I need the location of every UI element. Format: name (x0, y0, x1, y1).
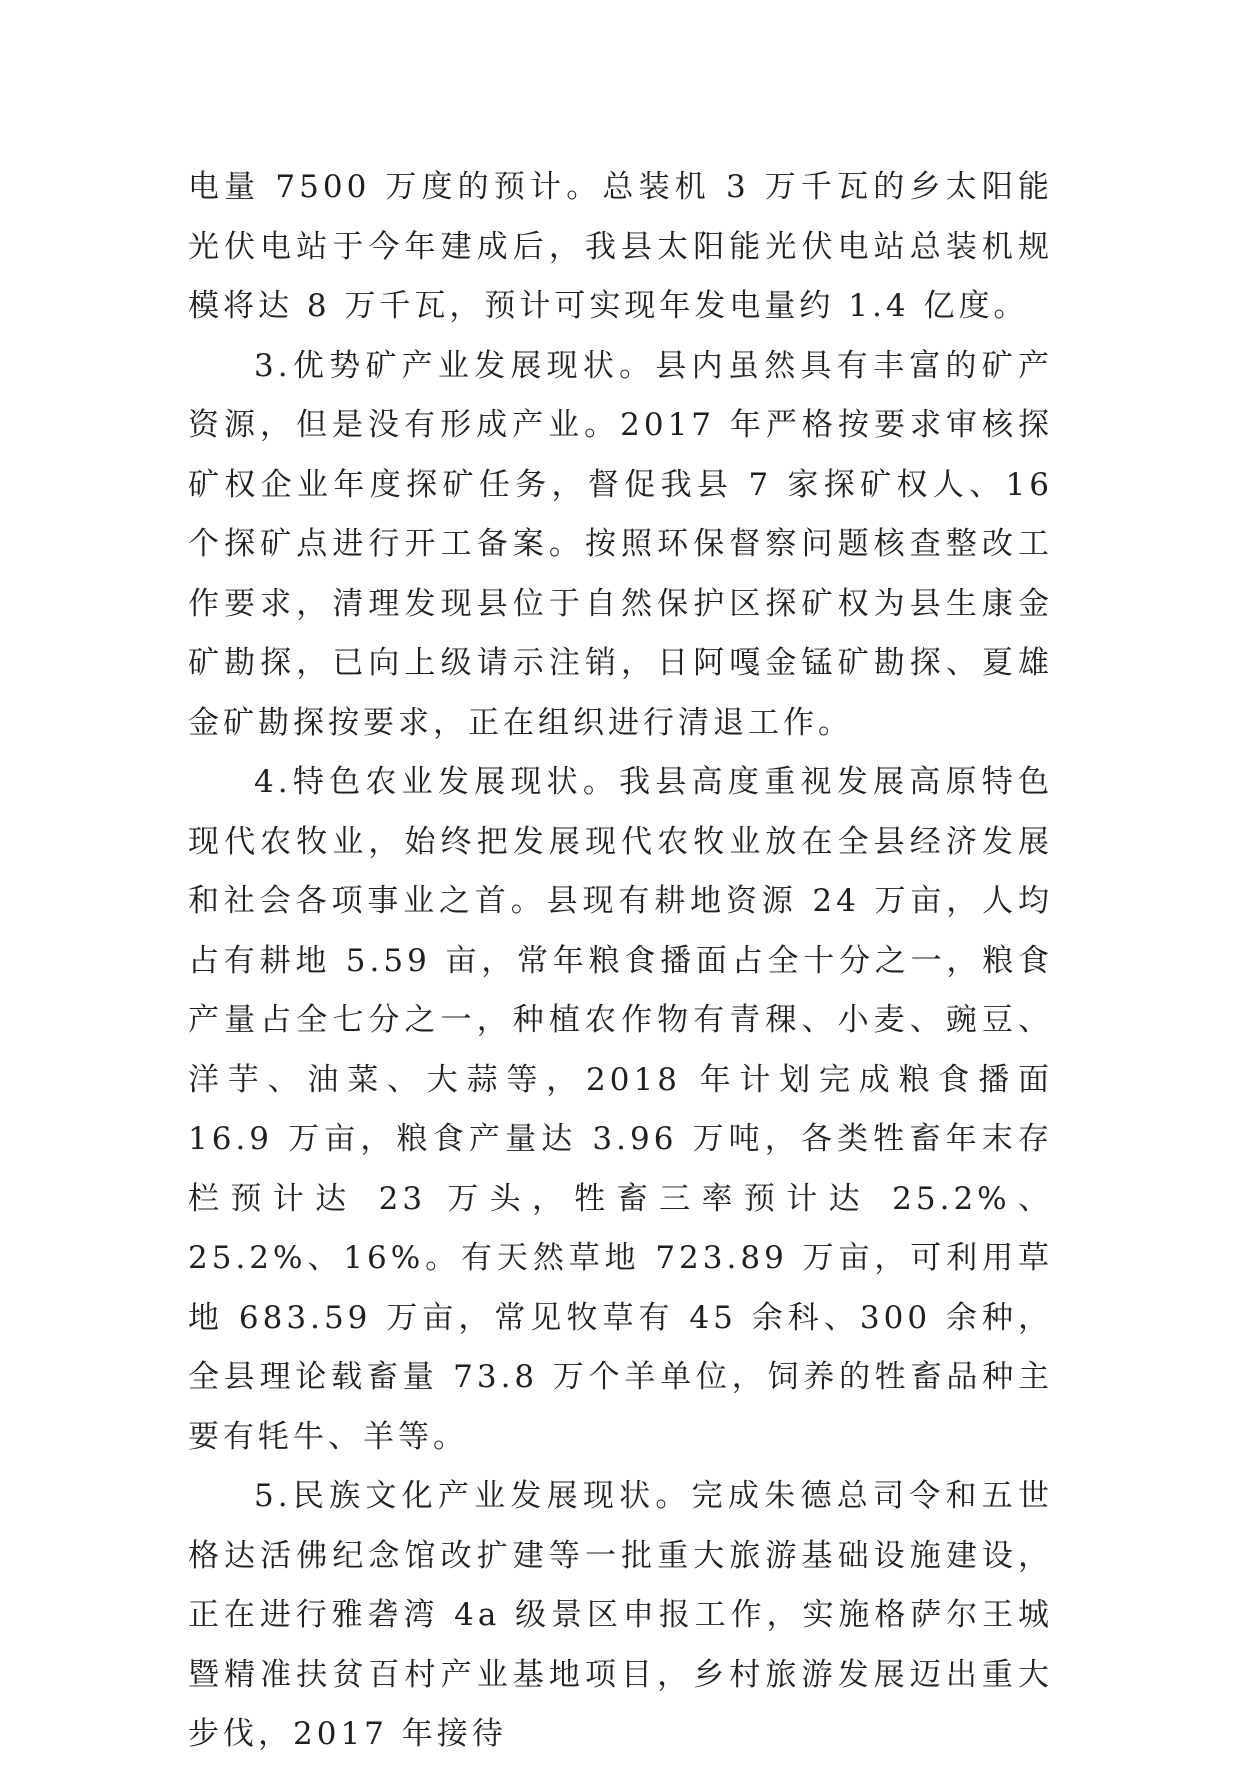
paragraph-solar-power: 电量 7500 万度的预计。总装机 3 万千瓦的乡太阳能光伏电站于今年建成后，我县太阳能光伏电站总装机规模将达 8 万千瓦，预计可实现年发电量约 1.4 亿度。 (188, 169, 1053, 324)
document-body (188, 158, 1053, 1765)
paragraph-mining-industry: 3.优势矿产业发展现状。县内虽然具有丰富的矿产资源，但是没有形成产业。2017 年严格按要求审核探矿权企业年度探矿任务，督促我县 7 家探矿权人、16 个探矿点进行开工备案。按照环保督察问题核查整改工作要求，清理发现县位于自然保护区探矿权为县生康金矿勘探，已向上级请示注销，日阿嘎金锰矿勘探、夏雄金矿勘探按要求，正在组织进行清退工作。 (188, 347, 1053, 741)
paragraph-culture-industry: 5.民族文化产业发展现状。完成朱德总司令和五世格达活佛纪念馆改扩建等一批重大旅游基础设施建设，正在进行雅砻湾 4a 级景区申报工作，实施格萨尔王城暨精准扶贫百村产业基地项目，乡村旅游发展迈出重大步伐，2017 年接待 (188, 1478, 1053, 1752)
paragraph-agriculture: 4.特色农业发展现状。我县高度重视发展高原特色现代农牧业，始终把发展现代农牧业放在全县经济发展和社会各项事业之首。县现有耕地资源 24 万亩，人均占有耕地 5.59 亩，常年粮食播面占全十分之一，粮食产量占全七分之一，种植农作物有青稞、小麦、豌豆、洋芋、油菜、大蒜等，2018 年计划完成粮食播面 16.9 万亩，粮食产量达 3.96 万吨，各类牲畜年末存栏预计达 23 万头，牲畜三率预计达 25.2%、25.2%、16%。有天然草地 723.89 万亩，可利用草地 683.59 万亩，常见牧草有 45 余科、300 余种，全县理论载畜量 73.8 万个羊单位，饲养的牲畜品种主要有牦牛、羊等。 (188, 764, 1053, 1455)
